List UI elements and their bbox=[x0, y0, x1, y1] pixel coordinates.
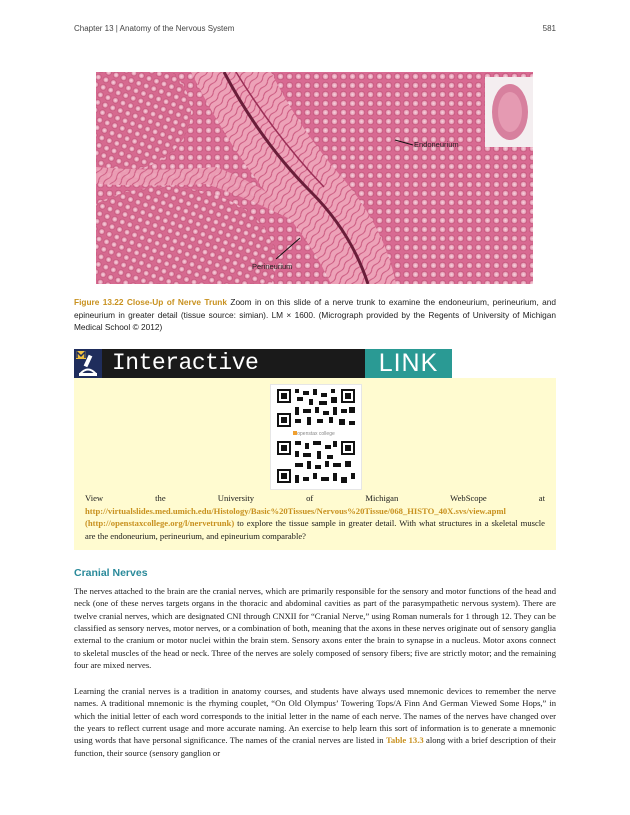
qr-code-icon bbox=[271, 385, 361, 489]
table-13-3-link[interactable]: Table 13.3 bbox=[385, 735, 424, 746]
qr-brand-text: openstax college bbox=[297, 431, 335, 437]
ilink-text-before: View the University of Michigan WebScope at bbox=[85, 493, 545, 503]
figure-caption-label: Figure 13.22 Close-Up of Nerve Trunk bbox=[74, 297, 227, 307]
body-paragraph-1: The nerves attached to the brain are the cranial nerves, which are primarily responsible for the sensory and motor functions of the head and neck (one of these nerves targets organs in the thoracic and abdominal cavities as part of the parasympathetic nervous system). There are twelve cranial nerves, which are designated CNI through CNXII for “Cranial Nerve,” using Roman numerals for 1 through 12. They can be classified as sensory nerves, motor nerves, or a combination of both, meaning that the axons in these nerves originate out of sensory ganglia external to the cranium or motor nuclei within the brain stem. Sensory axons enter the brain to synapse in a nucleus. Motor axons connect to skeletal muscles of the head or neck. Three of the nerves are solely composed of sensory fibers; five are strictly motor; and the remaining four are mixed nerves. bbox=[74, 586, 556, 671]
microscope-icon bbox=[74, 349, 102, 378]
para2-text-before: Learning the cranial nerves is a tradition in anatomy courses, and students have always used mnemonic devices to remember the nerve names. A traditional mnemonic is the rhyming couplet, “On Old Olympus’ Towering Tops/A Finn And German Viewed Some Hops,” in which the initial letter of each word corresponds to the initial letter in the name of each nerve. The names of the nerves have changed over the years to reflect current usage and more accurate naming. An exercise to help learn this sort of information is to generate a mnemonic using words that have personal significance. The names of the cranial nerves are listed in bbox=[74, 686, 556, 746]
webscope-url-link[interactable]: http://virtualslides.med.umich.edu/Histology/Basic%20Tissues/Nervous%20Tissue/068_HISTO_40X.svs/view.apml bbox=[85, 505, 506, 516]
body-paragraph-2 bbox=[74, 685, 556, 759]
perineurium-label: Perineurium bbox=[252, 262, 293, 271]
endoneurium-label: Endoneurium bbox=[414, 140, 459, 149]
interactive-word: Interactive bbox=[102, 349, 365, 378]
chapter-title: Chapter 13 | Anatomy of the Nervous System bbox=[74, 24, 235, 33]
interactive-link-banner bbox=[74, 349, 439, 378]
page-number: 581 bbox=[542, 24, 556, 33]
openstax-short-url-link[interactable]: (http://openstaxcollege.org/l/nervetrunk) bbox=[85, 518, 235, 529]
figure-caption bbox=[74, 296, 556, 334]
section-heading: Cranial Nerves bbox=[74, 567, 148, 579]
para2-text-after: along with a brief description of their function, their source (sensory ganglion or bbox=[74, 735, 556, 758]
figure-caption-text: Zoom in on this slide of a nerve trunk to examine the endoneurium, perineurium, and epineurium in greater detail (tissue source: simian). LM × 1600. (Micrograph provided by the Regents of University of Michigan Medical School © 2012) bbox=[74, 297, 556, 332]
interactive-link-text bbox=[85, 492, 545, 542]
interactive-link-box bbox=[74, 378, 556, 550]
qr-code-card[interactable] bbox=[270, 384, 362, 490]
ilink-text-after: to explore the tissue sample in greater detail. With what structures in a skeletal muscle are the endoneurium, perineurium, and epineurium comparable? bbox=[85, 518, 545, 541]
link-word: LINK bbox=[365, 349, 452, 378]
